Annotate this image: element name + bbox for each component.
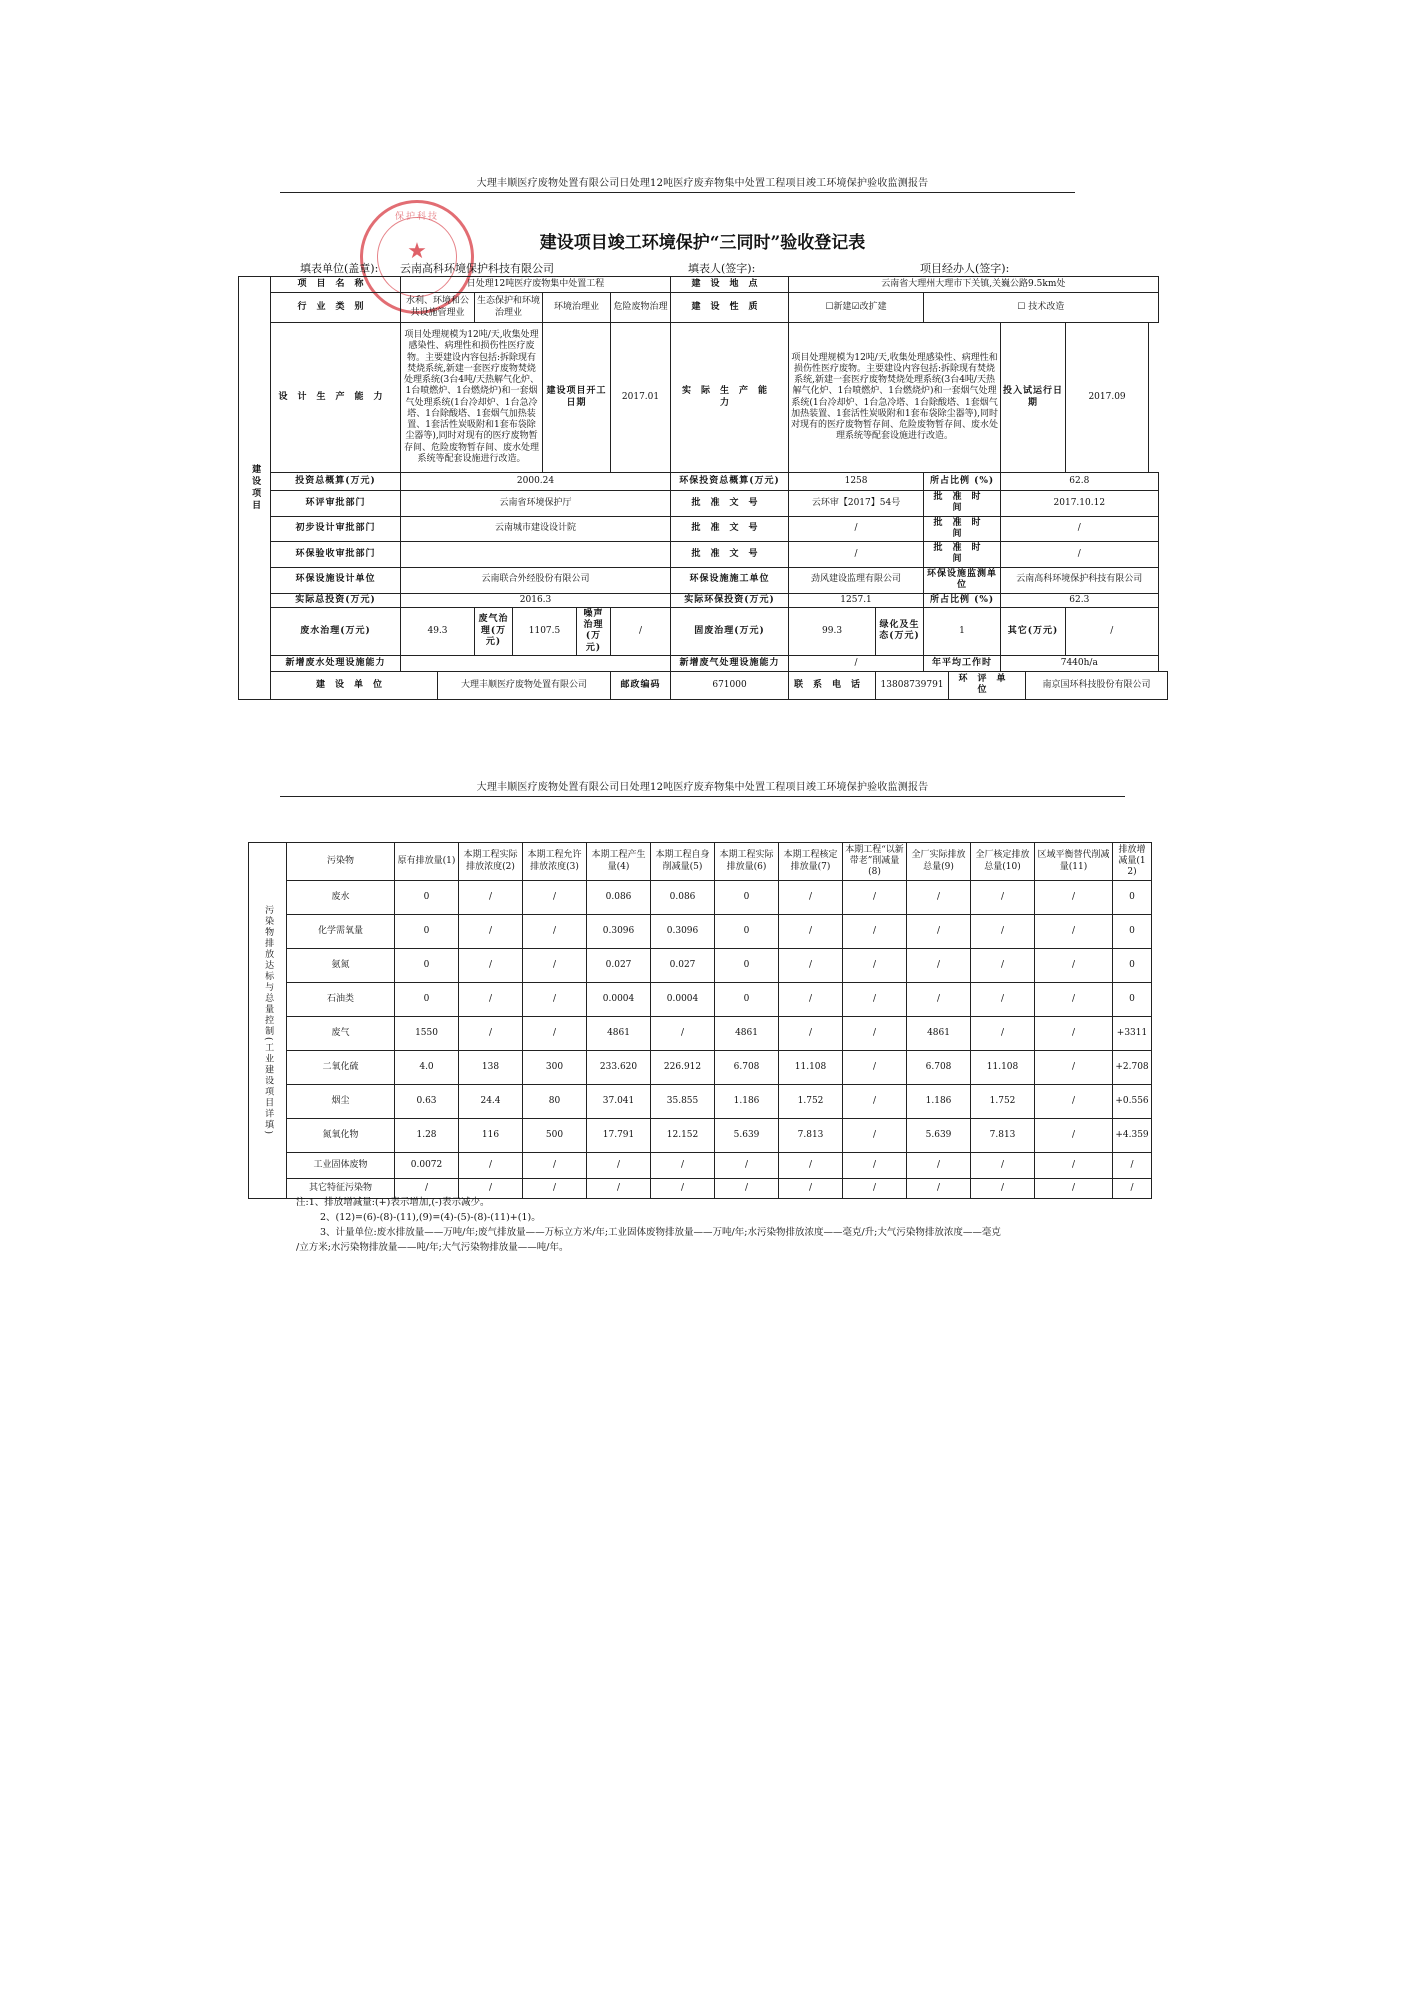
emission-table-page bbox=[210, 760, 1195, 1315]
emission-value: / bbox=[459, 881, 523, 915]
emission-value: / bbox=[651, 1179, 715, 1199]
notes bbox=[296, 1195, 1001, 1255]
emission-value: 0 bbox=[395, 983, 459, 1017]
emission-value: / bbox=[779, 1179, 843, 1199]
emission-value: / bbox=[971, 1017, 1035, 1051]
emission-value: 0.086 bbox=[587, 881, 651, 915]
emission-value: / bbox=[843, 1153, 907, 1179]
emission-value: / bbox=[1035, 1017, 1113, 1051]
emission-value: 0 bbox=[1113, 881, 1152, 915]
header-cell: 全厂实际排放总量(9) bbox=[907, 843, 971, 881]
emission-value: / bbox=[907, 1153, 971, 1179]
emission-value: / bbox=[715, 1153, 779, 1179]
pollutant-name: 二氧化硫 bbox=[287, 1051, 395, 1085]
emission-value: / bbox=[459, 949, 523, 983]
header-cell: 本期工程实际排放量(6) bbox=[715, 843, 779, 881]
filler-person-label: 填表人(签字): bbox=[688, 262, 756, 275]
emission-value: / bbox=[1035, 1179, 1113, 1199]
note-3: 3、计量单位:废水排放量——万吨/年;废气排放量——万标立方米/年;工业固体废物排放量——万吨/年;水污染物排放浓度——毫克/升;大气污染物排放浓度——毫克 bbox=[320, 1227, 1001, 1238]
emission-value: 6.708 bbox=[907, 1051, 971, 1085]
emission-value: / bbox=[779, 1017, 843, 1051]
nature-tech-upgrade: ☐ 技术改造 bbox=[924, 293, 1158, 323]
emission-value: 24.4 bbox=[459, 1085, 523, 1119]
pollutant-name: 氮氧化物 bbox=[287, 1119, 395, 1153]
emission-value: 0.027 bbox=[587, 949, 651, 983]
emission-value: / bbox=[843, 915, 907, 949]
emission-value: 5.639 bbox=[907, 1119, 971, 1153]
emission-value: / bbox=[523, 1179, 587, 1199]
emission-value: / bbox=[779, 915, 843, 949]
emission-row bbox=[249, 1153, 1152, 1179]
emission-table bbox=[248, 842, 1152, 1199]
emission-value: 0 bbox=[395, 949, 459, 983]
registration-form-page bbox=[210, 172, 1195, 720]
emission-value: / bbox=[523, 949, 587, 983]
emission-value: 116 bbox=[459, 1119, 523, 1153]
header-cell: 本期工程核定排放量(7) bbox=[779, 843, 843, 881]
emission-value: 500 bbox=[523, 1119, 587, 1153]
emission-value: / bbox=[715, 1179, 779, 1199]
emission-value: 0 bbox=[715, 915, 779, 949]
emission-value: 12.152 bbox=[651, 1119, 715, 1153]
row-acceptance-dept: 环保验收审批部门 批准文号 / 批准时间 / bbox=[239, 542, 1168, 568]
emission-value: / bbox=[459, 983, 523, 1017]
emission-value: / bbox=[907, 949, 971, 983]
emission-value: / bbox=[523, 1153, 587, 1179]
emission-value: / bbox=[779, 881, 843, 915]
emission-row bbox=[249, 1119, 1152, 1153]
row-new-capacity: 新增废水处理设施能力 新增废气处理设施能力 / 年平均工作时 7440h/a bbox=[239, 655, 1168, 671]
emission-value: / bbox=[1113, 1179, 1152, 1199]
header-cell: 本期工程实际排放浓度(2) bbox=[459, 843, 523, 881]
running-header: 大理丰顺医疗废物处置有限公司日处理12吨医疗废弃物集中处置工程项目竣工环境保护验收监测报告 bbox=[476, 178, 929, 189]
emission-value: / bbox=[1035, 1051, 1113, 1085]
emission-value: 0.3096 bbox=[651, 915, 715, 949]
emission-value: / bbox=[523, 983, 587, 1017]
emission-row bbox=[249, 915, 1152, 949]
note-1: 注:1、排放增减量:(+)表示增加,(-)表示减少。 bbox=[296, 1197, 490, 1208]
header-cell: 污染物 bbox=[287, 843, 395, 881]
emission-value: +4.359 bbox=[1113, 1119, 1152, 1153]
emission-value: 80 bbox=[523, 1085, 587, 1119]
emission-value: 4861 bbox=[587, 1017, 651, 1051]
pollutant-name: 烟尘 bbox=[287, 1085, 395, 1119]
trial-run-date: 2017.09 bbox=[1066, 323, 1149, 473]
emission-value: +3311 bbox=[1113, 1017, 1152, 1051]
emission-value: / bbox=[395, 1179, 459, 1199]
emission-value: / bbox=[1035, 1153, 1113, 1179]
emission-value: / bbox=[843, 1085, 907, 1119]
emission-value: 0 bbox=[715, 949, 779, 983]
emission-value: / bbox=[587, 1179, 651, 1199]
emission-value: / bbox=[779, 983, 843, 1017]
header-cell: 原有排放量(1) bbox=[395, 843, 459, 881]
emission-value: / bbox=[907, 983, 971, 1017]
pollutant-name: 工业固体废物 bbox=[287, 1153, 395, 1179]
emission-row bbox=[249, 949, 1152, 983]
header-cell: 排放增减量(12) bbox=[1113, 843, 1152, 881]
emission-value: / bbox=[1035, 1119, 1113, 1153]
header-cell: 区域平衡替代削减量(11) bbox=[1035, 843, 1113, 881]
emission-value: 138 bbox=[459, 1051, 523, 1085]
emission-value: / bbox=[1035, 881, 1113, 915]
emission-value: +0.556 bbox=[1113, 1085, 1152, 1119]
emission-value: / bbox=[459, 915, 523, 949]
emission-value: 300 bbox=[523, 1051, 587, 1085]
manager-label: 项目经办人(签字): bbox=[920, 262, 1010, 275]
emission-value: / bbox=[523, 915, 587, 949]
emission-value: / bbox=[1035, 949, 1113, 983]
emission-value: 11.108 bbox=[779, 1051, 843, 1085]
row-capacity: 设计生产能力 项目处理规模为12吨/天,收集处理感染性、病理性和损伤性医疗废物。主要建设内容包括:拆除现有焚烧系统,新建一套医疗废物焚烧处理系统(3台4吨/天热解气化炉、1台喷燃炉、1台燃烧炉)和一套烟气处理系统(1台冷却炉、1台急冷塔、1台除酸塔、1套烟气加热装置、1套活性炭吸附和1套布袋除尘器等),同时对现有的医疗废物暂存间、危险废物暂存间、废水处理系统等配套设施进行改造。 建设项目开工日期 2017.01 实际生产能力 项目处理规模为12吨/天,收集处理感染性、病理性和损伤性医疗废物。主要建设内容包括:拆除现有焚烧系统,新建一套医疗废物焚烧处理系统(3台4吨/天热解气化炉、1台喷燃炉、1台燃烧炉)和一套烟气处理系统(1台冷却炉、1台急冷塔、1台除酸塔、1套烟气加热装置、1套活性炭吸附和1套布袋除尘器等),同时对现有的医疗废物暂存间、危险废物暂存间、废水处理系统等配套设施进行改造。 投入试运行日期 2017.09 bbox=[239, 323, 1168, 473]
emission-value: +2.708 bbox=[1113, 1051, 1152, 1085]
emission-value: 1.28 bbox=[395, 1119, 459, 1153]
emission-value: / bbox=[523, 881, 587, 915]
emission-value: / bbox=[907, 915, 971, 949]
emission-value: 17.791 bbox=[587, 1119, 651, 1153]
emission-value: 7.813 bbox=[971, 1119, 1035, 1153]
row-eia-approval: 环评审批部门 云南省环境保护厅 批准文号 云环审【2017】54号 批准时间 2017.10.12 bbox=[239, 491, 1168, 517]
filler-unit-value: 云南高科环境保护科技有限公司 bbox=[400, 262, 554, 275]
emission-value: / bbox=[971, 881, 1035, 915]
section-label: 建设项目 bbox=[239, 277, 271, 700]
emission-side-label: 污染物排放达标与总量控制(工业建设项目详填) bbox=[249, 843, 287, 1199]
pollutant-name: 石油类 bbox=[287, 983, 395, 1017]
emission-value: / bbox=[971, 1153, 1035, 1179]
emission-value: 1.186 bbox=[715, 1085, 779, 1119]
nature-new-expand: ☐新建☑改扩建 bbox=[789, 293, 924, 323]
note-2: 2、(12)=(6)-(8)-(11),(9)=(4)-(5)-(8)-(11)+(1)。 bbox=[320, 1212, 541, 1223]
emission-value: / bbox=[587, 1153, 651, 1179]
emission-value: 4861 bbox=[907, 1017, 971, 1051]
row-actual-investment: 实际总投资(万元) 2016.3 实际环保投资(万元) 1257.1 所占比例 (%) 62.3 bbox=[239, 593, 1168, 607]
row-prelim-design: 初步设计审批部门 云南城市建设设计院 批准文号 / 批准时间 / bbox=[239, 516, 1168, 542]
registration-table bbox=[238, 276, 1168, 700]
emission-value: 35.855 bbox=[651, 1085, 715, 1119]
emission-row bbox=[249, 1085, 1152, 1119]
emission-value: 0 bbox=[715, 983, 779, 1017]
emission-value: 0 bbox=[1113, 949, 1152, 983]
emission-row bbox=[249, 983, 1152, 1017]
emission-value: 7.813 bbox=[779, 1119, 843, 1153]
emission-value: / bbox=[843, 1179, 907, 1199]
start-date: 2017.01 bbox=[611, 323, 671, 473]
emission-value: / bbox=[843, 1017, 907, 1051]
emission-value: / bbox=[1035, 1085, 1113, 1119]
emission-value: 4861 bbox=[715, 1017, 779, 1051]
emission-value: / bbox=[971, 949, 1035, 983]
emission-value: 1550 bbox=[395, 1017, 459, 1051]
construction-site: 云南省大理州大理市下关镇,关巍公路9.5km处 bbox=[789, 277, 1158, 293]
emission-value: 0 bbox=[395, 881, 459, 915]
header-cell: 本期工程允许排放浓度(3) bbox=[523, 843, 587, 881]
emission-value: 0.0072 bbox=[395, 1153, 459, 1179]
emission-row bbox=[249, 1017, 1152, 1051]
filler-unit-label: 填表单位(盖章): bbox=[300, 262, 379, 275]
emission-value: 1.752 bbox=[779, 1085, 843, 1119]
emission-value: 0.086 bbox=[651, 881, 715, 915]
emission-value: / bbox=[843, 1051, 907, 1085]
emission-value: 0 bbox=[1113, 915, 1152, 949]
emission-value: 4.0 bbox=[395, 1051, 459, 1085]
emission-value: 6.708 bbox=[715, 1051, 779, 1085]
emission-value: / bbox=[971, 983, 1035, 1017]
emission-value: / bbox=[651, 1153, 715, 1179]
emission-value: 0.63 bbox=[395, 1085, 459, 1119]
emission-value: / bbox=[459, 1017, 523, 1051]
emission-value: 37.041 bbox=[587, 1085, 651, 1119]
emission-value: / bbox=[1113, 1153, 1152, 1179]
row-builder: 建设单位 大理丰顺医疗废物处置有限公司 邮政编码 671000 联系电话 13808739791 环评单位 南京国环科技股份有限公司 bbox=[239, 671, 1168, 699]
header-rule bbox=[280, 192, 1075, 193]
actual-capacity-text: 项目处理规模为12吨/天,收集处理感染性、病理性和损伤性医疗废物。主要建设内容包括:拆除现有焚烧系统,新建一套医疗废物焚烧处理系统(3台4吨/天热解气化炉、1台喷燃炉、1台燃烧炉)和一套烟气处理系统(1台冷却炉、1台急冷塔、1台除酸塔、1套烟气加热装置、1套活性炭吸附和1套布袋除尘器等),同时对现有的医疗废物暂存间、危险废物暂存间、废水处理系统等配套设施进行改造。 bbox=[789, 323, 1001, 473]
emission-value: 0.027 bbox=[651, 949, 715, 983]
emission-row bbox=[249, 1051, 1152, 1085]
emission-value: / bbox=[971, 1179, 1035, 1199]
emission-value: / bbox=[651, 1017, 715, 1051]
emission-value: 0 bbox=[395, 915, 459, 949]
note-4: /立方米;水污染物排放量——吨/年;大气污染物排放量——吨/年。 bbox=[296, 1242, 569, 1253]
pollutant-name: 化学需氧量 bbox=[287, 915, 395, 949]
design-capacity-text: 项目处理规模为12吨/天,收集处理感染性、病理性和损伤性医疗废物。主要建设内容包括:拆除现有焚烧系统,新建一套医疗废物焚烧处理系统(3台4吨/天热解气化炉、1台喷燃炉、1台燃烧炉)和一套烟气处理系统(1台冷却炉、1台急冷塔、1台除酸塔、1套烟气加热装置、1套活性炭吸附和1套布袋除尘器等),同时对现有的医疗废物暂存间、危险废物暂存间、废水处理系统等配套设施进行改造。 bbox=[401, 323, 543, 473]
emission-value: 1.186 bbox=[907, 1085, 971, 1119]
emission-value: 0.3096 bbox=[587, 915, 651, 949]
header-cell: 本期工程“以新带老”削减量(8) bbox=[843, 843, 907, 881]
emission-value: 226.912 bbox=[651, 1051, 715, 1085]
emission-value: / bbox=[971, 915, 1035, 949]
emission-value: / bbox=[843, 1119, 907, 1153]
emission-row bbox=[249, 881, 1152, 915]
emission-value: / bbox=[1035, 983, 1113, 1017]
pollutant-name: 氨氮 bbox=[287, 949, 395, 983]
official-seal: 保护科技 ★ bbox=[360, 200, 474, 314]
row-facility-units: 环保设施设计单位 云南联合外经股份有限公司 环保设施施工单位 劲风建设监理有限公司 环保设施监测单位 云南高科环境保护科技有限公司 bbox=[239, 567, 1168, 593]
emission-value: 0 bbox=[1113, 983, 1152, 1017]
emission-value: / bbox=[779, 949, 843, 983]
pollutant-name: 废气 bbox=[287, 1017, 395, 1051]
row-project-name: 建设项目 项目名称 日处理12吨医疗废物集中处置工程 建设地点 云南省大理州大理市下关镇,关巍公路9.5km处 bbox=[239, 277, 1168, 293]
emission-value: / bbox=[459, 1179, 523, 1199]
emission-value: / bbox=[843, 881, 907, 915]
emission-value: 0.0004 bbox=[651, 983, 715, 1017]
emission-value: / bbox=[907, 1179, 971, 1199]
header-rule-2 bbox=[280, 796, 1125, 797]
pollutant-name: 废水 bbox=[287, 881, 395, 915]
row-investment-breakdown: 废水治理(万元) 49.3 废气治理(万元) 1107.5 噪声治理(万元) / 固废治理(万元) 99.3 绿化及生态(万元) 1 其它(万元) / bbox=[239, 607, 1168, 655]
emission-value: / bbox=[779, 1153, 843, 1179]
header-cell: 本期工程产生量(4) bbox=[587, 843, 651, 881]
header-cell: 本期工程自身削减量(5) bbox=[651, 843, 715, 881]
emission-value: / bbox=[1035, 915, 1113, 949]
emission-value: 1.752 bbox=[971, 1085, 1035, 1119]
emission-value: 0 bbox=[715, 881, 779, 915]
running-header-2: 大理丰顺医疗废物处置有限公司日处理12吨医疗废弃物集中处置工程项目竣工环境保护验收监测报告 bbox=[476, 782, 929, 793]
emission-value: / bbox=[523, 1017, 587, 1051]
emission-value: / bbox=[843, 949, 907, 983]
emission-value: 5.639 bbox=[715, 1119, 779, 1153]
emission-value: / bbox=[907, 881, 971, 915]
emission-value: / bbox=[459, 1153, 523, 1179]
emission-value: 11.108 bbox=[971, 1051, 1035, 1085]
header-cell: 全厂核定排放总量(10) bbox=[971, 843, 1035, 881]
row-industry: 行业类别 水利、环境和公共设施管理业 生态保护和环境治理业 环境治理业 危险废物治理 建设性质 ☐新建☑改扩建 ☐ 技术改造 bbox=[239, 293, 1168, 323]
emission-value: / bbox=[843, 983, 907, 1017]
row-budget: 投资总概算(万元) 2000.24 环保投资总概算(万元) 1258 所占比例 (%) 62.8 bbox=[239, 473, 1168, 491]
pollutant-name: 其它特征污染物 bbox=[287, 1179, 395, 1199]
emission-header-row bbox=[249, 843, 1152, 881]
project-name: 日处理12吨医疗废物集中处置工程 bbox=[401, 277, 671, 293]
form-title: 建设项目竣工环境保护“三同时”验收登记表 bbox=[539, 233, 866, 253]
emission-value: 0.0004 bbox=[587, 983, 651, 1017]
emission-value: 233.620 bbox=[587, 1051, 651, 1085]
